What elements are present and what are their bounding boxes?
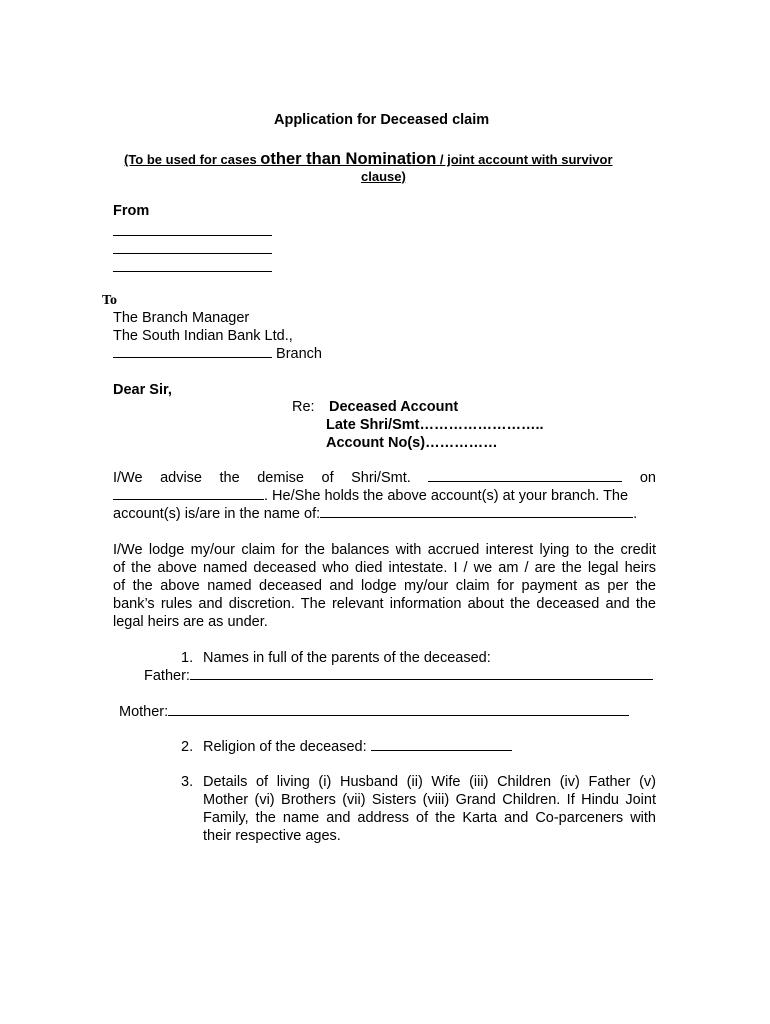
para1-word: Shri/Smt. [351,470,411,486]
salutation: Dear Sir, [113,382,172,398]
subtitle-part1: (To be used for cases [124,152,261,167]
para1-line-2-text: . He/She holds the above account(s) at your branch. The [264,488,629,504]
mother-blank [168,703,629,716]
branch-blank [113,345,272,358]
para2-line: of the above named deceased and lodge my/our claim for payment as per the [113,578,656,594]
para1-line-3 [113,505,637,523]
para1-line-3-prefix: account(s) is/are in the name of: [113,506,321,522]
item-2-line [203,738,512,756]
item-3-number: 3. [181,774,194,790]
account-holder-blank [320,505,633,518]
father-blank [190,667,653,680]
para2 [113,541,656,631]
item-1-number: 1. [181,650,194,666]
item-3-line: Details of living (i) Husband (ii) Wife (iii) Children (iv) Father (v) [203,774,656,790]
item-3-text [203,773,656,845]
date-blank [113,487,264,500]
from-label: From [113,203,150,219]
from-line-3 [113,271,272,272]
para1-word: advise [160,470,202,486]
para1-word: demise [257,470,304,486]
subtitle-part3: / joint account with survivor [436,152,613,167]
subtitle-emphasis: other than Nomination [260,150,437,168]
branch-line [113,345,322,363]
item-2-number: 2. [181,739,194,755]
father-line [144,667,653,685]
item-2-text: Religion of the deceased: [203,739,367,755]
para1-word: the [219,470,240,486]
re-line-2: Late Shri/Smt…………………….. [326,417,544,433]
para1-line-3-suffix: . [633,506,638,522]
address-line-1: The Branch Manager [113,310,250,326]
father-label: Father: [144,668,190,684]
religion-blank [371,738,512,751]
address-line-2: The South Indian Bank Ltd., [113,328,293,344]
para2-line: I/We lodge my/our claim for the balances with accrued interest lying to the credit [113,542,656,558]
item-3-line: Mother (vi) Brothers (vii) Sisters (viii) Grand Children. If Hindu Joint [203,792,656,808]
mother-label: Mother: [119,704,169,720]
from-line-2 [113,253,272,254]
para1-word: I/We [113,470,143,486]
re-label: Re: [292,399,315,415]
para1-line-1 [113,469,656,487]
item-3-line: Family, the name and address of the Karta and Co-parceners with [203,810,656,826]
subtitle-continuation: clause) [361,169,406,184]
subtitle [124,150,613,169]
para1-word: of [321,470,334,486]
item-3-line: their respective ages. [203,828,341,844]
from-line-1 [113,235,272,236]
para2-line: of the above named deceased who died intestate. I / we am / are the legal heirs [113,560,656,576]
branch-suffix: Branch [272,346,322,362]
re-line-3: Account No(s)…………… [326,435,498,451]
para2-line: bank’s rules and discretion. The relevant information about the deceased and the [113,596,656,612]
para1-word: on [639,470,656,486]
re-line-1: Deceased Account [329,399,459,415]
item-1-text: Names in full of the parents of the deceased: [203,650,491,666]
para2-line: legal heirs are as under. [113,614,268,630]
deceased-name-blank [428,469,622,482]
mother-line [119,703,629,721]
to-label: To [102,293,118,308]
page-title: Application for Deceased claim [274,112,490,128]
para1-line-2 [113,487,628,505]
